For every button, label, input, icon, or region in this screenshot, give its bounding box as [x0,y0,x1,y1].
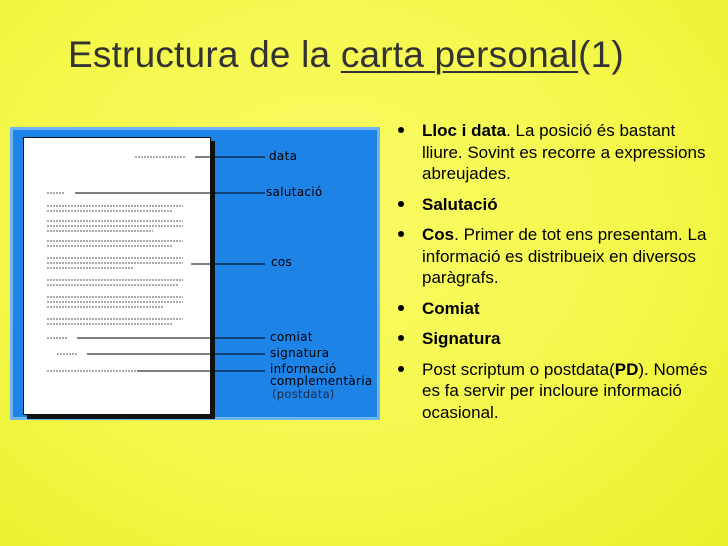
bullet-term: Cos [422,225,455,244]
bullet-term: PD [614,359,639,379]
title-prefix: Estructura de la [68,34,341,75]
bullet-term: Salutació [422,194,498,214]
bullet-term: Signatura [422,329,501,348]
bullet-term: Lloc i data [422,121,507,140]
label-signatura: signatura [270,346,330,360]
label-cos: cos [271,255,293,269]
label-postdata: (postdata) [272,387,335,401]
bullet-text: ). Només es fa servir per incloure informació ocasional. [422,359,708,422]
bullet-cos [398,224,718,289]
bullet-term: Comiat [422,298,480,318]
bullet-text: . Primer de tot ens presentam. La informació es distribueix en diversos paràgrafs. [422,225,707,287]
bullet-list [398,120,718,432]
bullet-postdata [398,359,718,424]
bullet-lloc-data [398,120,718,185]
bullet-salutacio [398,194,718,216]
label-informacio: informació [270,362,337,376]
bullet-signatura [398,328,718,350]
bullet-comiat [398,298,718,320]
letter-structure-figure [10,127,380,420]
label-data: data [269,149,298,163]
title-link[interactable]: carta personal [340,34,579,75]
label-complementaria: complementària [270,374,373,388]
label-salutacio: salutació [266,185,323,199]
bullet-text-pre: Post scriptum o postdata( [422,359,615,379]
bullet-text: . La posició és bastant lliure. Sovint es recorre a expressions abreujades. [422,121,706,183]
slide-title [68,34,624,76]
label-comiat: comiat [270,330,313,344]
title-suffix: (1) [578,34,624,75]
